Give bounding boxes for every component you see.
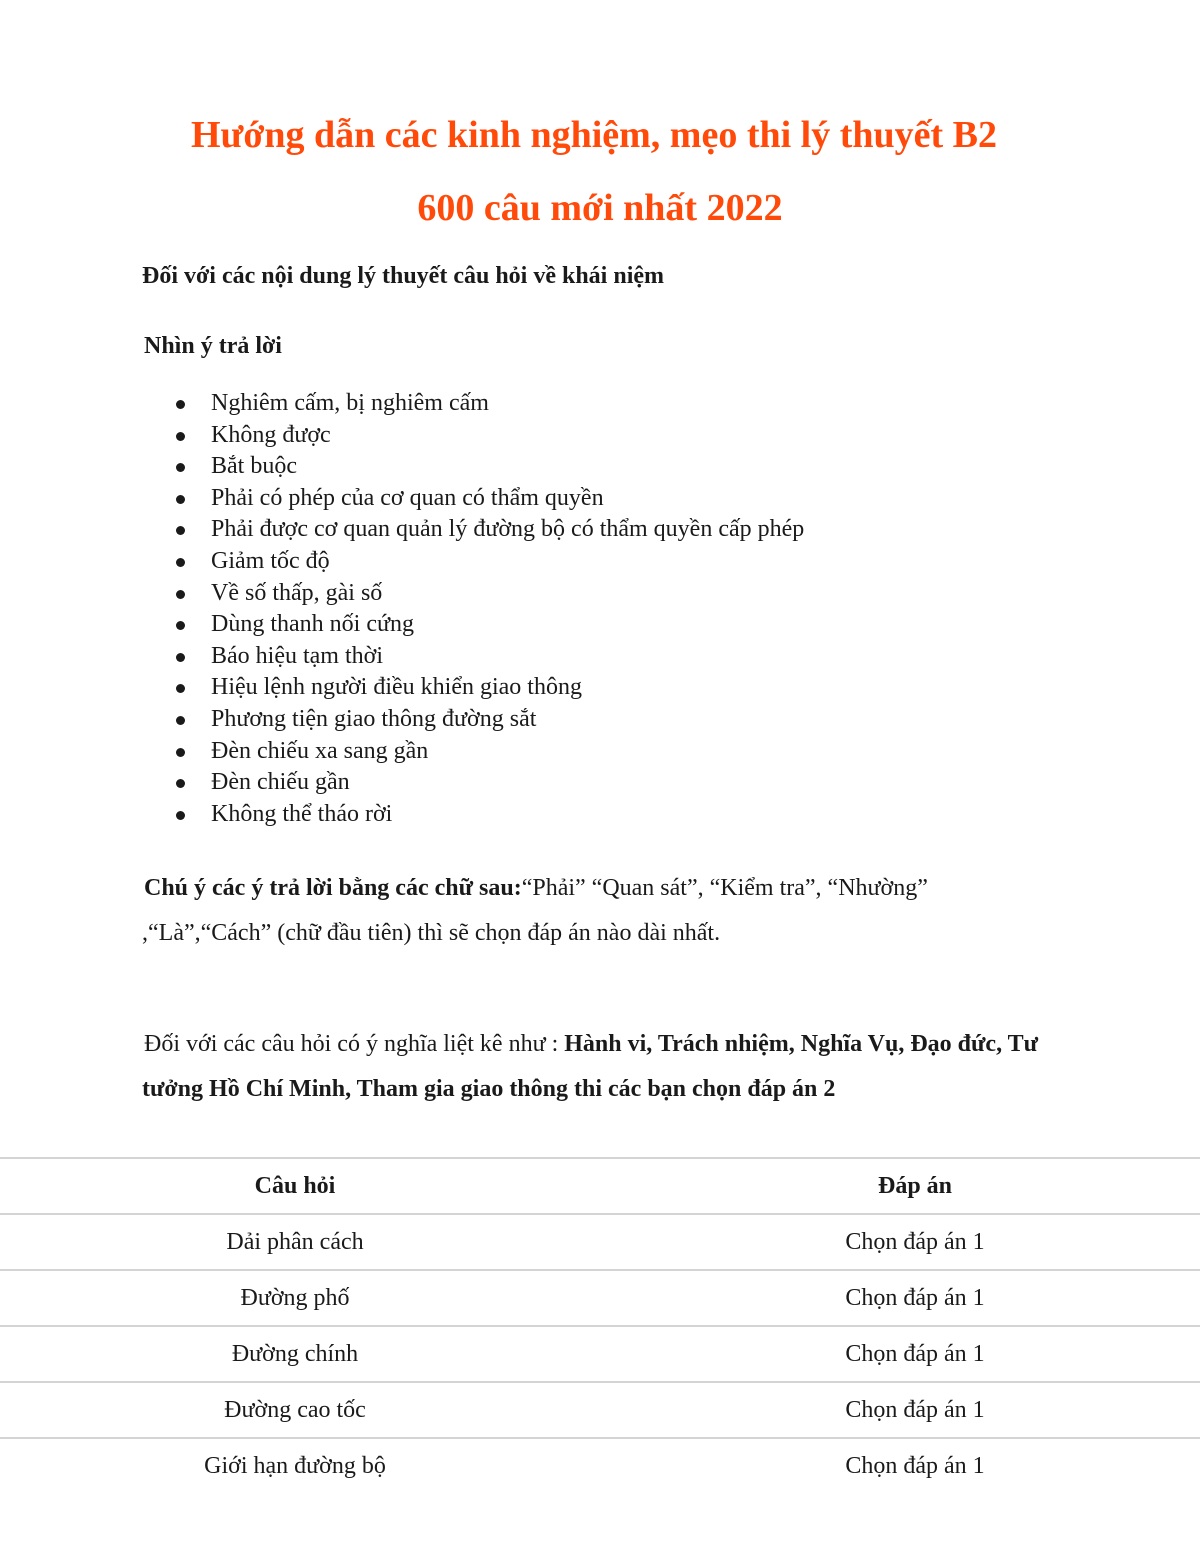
list-item: Phương tiện giao thông đường sắt (0, 704, 804, 736)
note2-bold: Hành vi, Trách nhiệm, Nghĩa Vụ, Đạo đức, Tư tưởng Hồ Chí Minh, Tham gia giao thông thi các bạn chọn đáp án 2 (142, 1031, 1039, 1102)
list-item: Đèn chiếu xa sang gần (0, 736, 804, 768)
table-cell-answer: Chọn đáp án 1 (590, 1438, 1200, 1493)
answer-table (0, 1157, 1200, 1493)
list-item: Phải có phép của cơ quan có thẩm quyền (0, 483, 804, 515)
note1-text: “Phải” “Quan sát”, “Kiểm tra”, “Nhường” ,“Là”,“Cách” (chữ đầu tiên) thì sẽ chọn đáp án nào dài nhất. (142, 875, 928, 946)
list-item: Nghiêm cấm, bị nghiêm cấm (0, 388, 804, 420)
table-cell-answer: Chọn đáp án 1 (590, 1326, 1200, 1382)
list-item: Về số thấp, gài số (0, 578, 804, 610)
page-title-line2: 600 câu mới nhất 2022 (417, 187, 783, 229)
list-item: Hiệu lệnh người điều khiển giao thông (0, 672, 804, 704)
table-cell-question: Dải phân cách (0, 1214, 590, 1270)
list-item: Dùng thanh nối cứng (0, 609, 804, 641)
look-heading-text: Nhìn ý trả lời (144, 333, 282, 359)
table-cell-question: Đường chính (0, 1326, 590, 1382)
note2-text: Đối với các câu hỏi có ý nghĩa liệt kê như : (144, 1031, 565, 1057)
table-cell-answer: Chọn đáp án 1 (590, 1382, 1200, 1438)
column-header-answer: Đáp án (590, 1158, 1200, 1214)
section-heading: Đối với các nội dung lý thuyết câu hỏi về khái niệm (142, 263, 665, 289)
table-cell-answer: Chọn đáp án 1 (590, 1214, 1200, 1270)
table-row (0, 1438, 1200, 1493)
column-header-question: Câu hỏi (0, 1158, 590, 1214)
table-row (0, 1270, 1200, 1326)
note1-bold: Chú ý các ý trả lời bằng các chữ sau: (144, 875, 522, 901)
note-paragraph-2 (142, 1022, 1042, 1111)
list-item: Không thể tháo rời (0, 799, 804, 831)
list-item: Đèn chiếu gần (0, 767, 804, 799)
table-header-row (0, 1158, 1200, 1214)
table-cell-question: Đường cao tốc (0, 1382, 590, 1438)
look-heading (142, 331, 282, 362)
table-row (0, 1326, 1200, 1382)
table-cell-question: Giới hạn đường bộ (0, 1438, 590, 1493)
table-row (0, 1214, 1200, 1270)
table-row (0, 1382, 1200, 1438)
list-item: Bắt buộc (0, 451, 804, 483)
note-paragraph-1 (142, 866, 1042, 955)
keyword-list (0, 388, 804, 830)
list-item: Báo hiệu tạm thời (0, 641, 804, 673)
list-item: Không được (0, 420, 804, 452)
table-cell-question: Đường phố (0, 1270, 590, 1326)
list-item: Phải được cơ quan quản lý đường bộ có thẩm quyền cấp phép (0, 514, 804, 546)
page-title-line1: Hướng dẫn các kinh nghiệm, mẹo thi lý thuyết B2 (190, 114, 998, 156)
list-item: Giảm tốc độ (0, 546, 804, 578)
table-cell-answer: Chọn đáp án 1 (590, 1270, 1200, 1326)
